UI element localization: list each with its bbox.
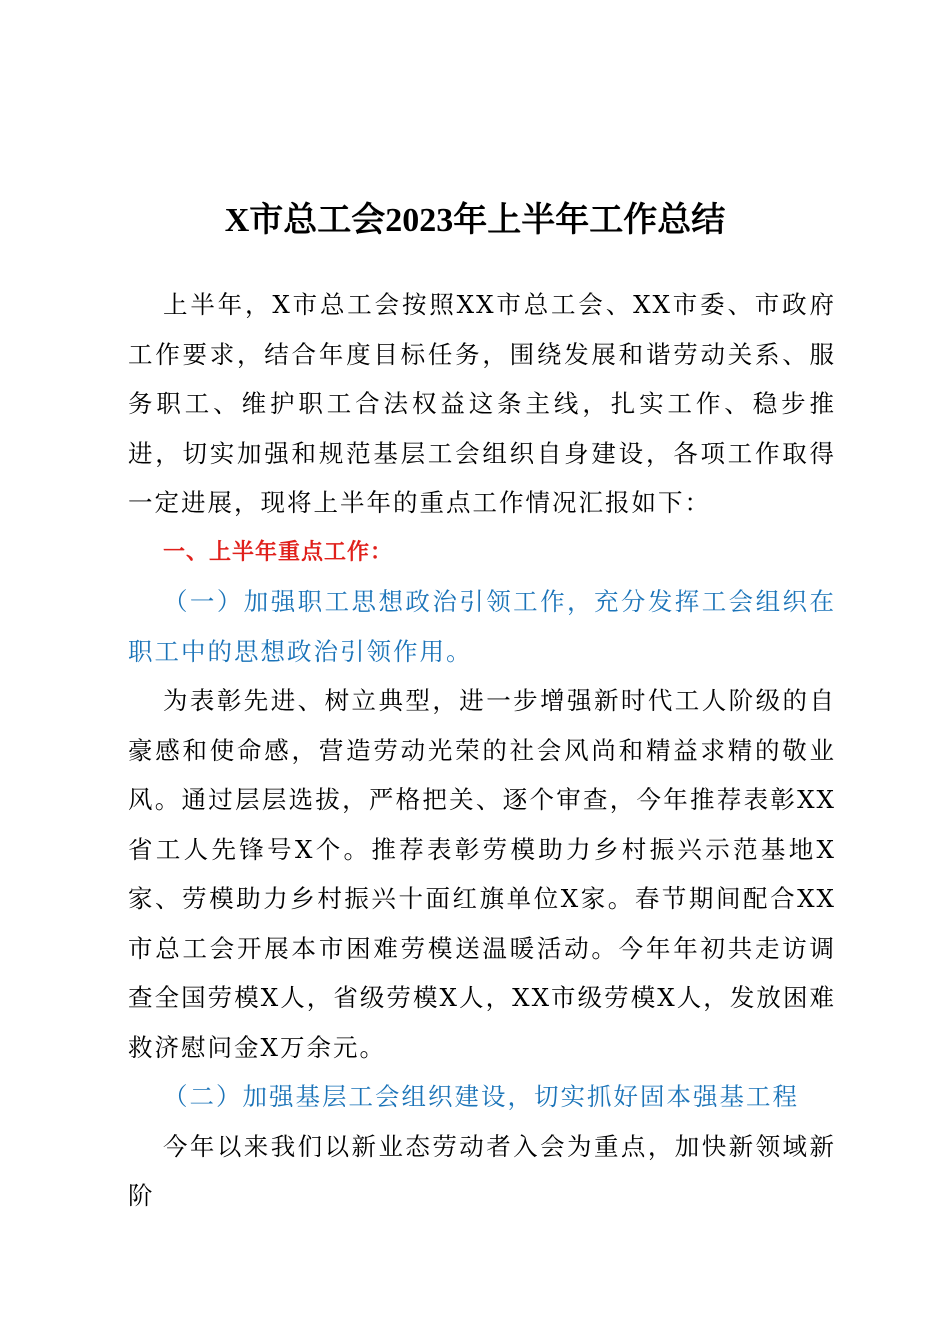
- subsection-1-paragraph: 为表彰先进、树立典型，进一步增强新时代工人阶级的自豪感和使命感，营造劳动光荣的社会风尚和精益求精的敬业风。通过层层选拔，严格把关、逐个审查，今年推荐表彰XX省工人先锋号X个。推荐表彰劳模助力乡村振兴示范基地X家、劳模助力乡村振兴十面红旗单位X家。春节期间配合XX市总工会开展本市困难劳模送温暖活动。今年年初共走访调查全国劳模X人，省级劳模X人，XX市级劳模X人，发放困难救济慰问金X万余元。: [128, 686, 836, 1062]
- subsection-heading-2: （二）加强基层工会组织建设，切实抓好固本强基工程: [163, 1082, 799, 1111]
- subsection-2-paragraph: 今年以来我们以新业态劳动者入会为重点，加快新领域新阶: [128, 1131, 836, 1210]
- subsection-heading-1: （一）加强职工思想政治引领工作，充分发挥工会组织在职工中的思想政治引领作用。: [128, 587, 836, 666]
- section-heading-1: 一、上半年重点工作：: [163, 539, 394, 565]
- intro-paragraph: 上半年，X市总工会按照XX市总工会、XX市委、市政府工作要求，结合年度目标任务，围绕发展和谐劳动关系、服务职工、维护职工合法权益这条主线，扎实工作、稳步推进，切实加强和规范基层工会组织自身建设，各项工作取得一定进展，现将上半年的重点工作情况汇报如下：: [128, 290, 836, 517]
- document-body: [128, 280, 836, 1221]
- document-title: X市总工会2023年上半年工作总结: [224, 202, 726, 239]
